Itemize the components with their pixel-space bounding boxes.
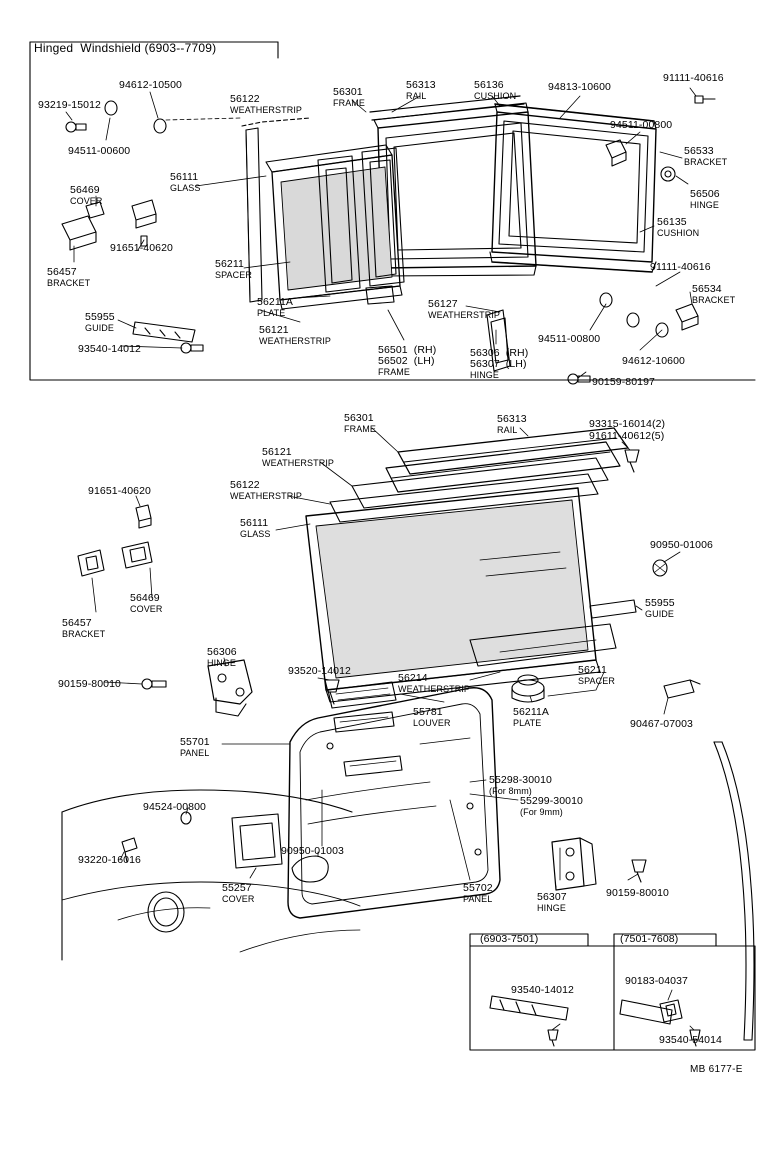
callout-94612-10500: 94612-10500 [119,79,182,91]
callout-90950-01003: 90950-01003 [281,845,344,857]
callout-56306-mid: 56306 HINGE [207,646,237,668]
callout-56469-mid: 56469 COVER [130,592,163,614]
callout-93540-14012-top: 93540-14012 [78,343,141,355]
callout-55701: 55701 PANEL [180,736,210,758]
callout-91111-40616-top: 91111-40616 [663,72,724,84]
callout-56122-top: 56122 WEATHERSTRIP [230,93,303,115]
callout-56501-rh: 56501 (RH) [378,344,437,356]
callout-56135: 56135 CUSHION [657,216,700,238]
callout-91651-40620-top: 91651-40620 [110,242,173,254]
callout-93315-16014: 93315-16014(2) [589,418,666,430]
callout-55257: 55257 COVER [222,882,255,904]
callout-93520-14012: 93520-14012 [288,665,351,677]
callout-90159-80010-bottom: 90159-80010 [606,887,669,899]
sub-panel-caption-2: (7501-7608) [620,933,679,945]
callout-94813-10600: 94813-10600 [548,81,611,93]
callout-56121-top: 56121 WEATHERSTRIP [259,324,332,346]
callout-56313-mid: 56313 RAIL [497,413,527,435]
callout-56502-lh: 56502 (LH) FRAME [378,355,435,377]
callout-56211A-top: 56211A PLATE [257,296,294,318]
callout-56127: 56127 WEATHERSTRIP [428,298,501,320]
callout-56457-mid: 56457 BRACKET [62,617,106,639]
callout-55702: 55702 PANEL [463,882,493,904]
callout-56211-mid: 56211 SPACER [578,664,615,686]
diagram-title: Hinged Windshield (6903--7709) [34,41,217,55]
callout-55299-30010: 55299-30010 (For 9mm) [520,795,583,817]
callout-56506: 56506 HINGE [690,188,720,210]
callout-56533: 56533 BRACKET [684,145,728,167]
callout-91111-40616-mid: 91111-40616 [650,261,711,273]
callout-94524-00800: 94524-00800 [143,801,206,813]
callout-55781: 55781 LOUVER [413,706,451,728]
callout-90159-80010-mid: 90159-80010 [58,678,121,690]
callout-56214: 56214 WEATHERSTRIP [398,672,471,694]
callout-56469-top: 56469 COVER [70,184,103,206]
callout-91611-40612: 91611-40612(5) [589,430,665,442]
callout-90159-80197: 90159-80197 [592,376,655,388]
callout-94511-00800-mid: 94511-00800 [538,333,601,345]
callout-55955-top: 55955 GUIDE [85,311,115,333]
callout-93540-54014: 93540-54014 [659,1034,722,1046]
callout-91651-40620-mid: 91651-40620 [88,485,151,497]
callout-56301-mid: 56301 FRAME [344,412,376,434]
callout-55955-mid: 55955 GUIDE [645,597,675,619]
callout-93219-15012: 93219-15012 [38,99,101,111]
callout-56301-top: 56301 FRAME [333,86,365,108]
sub-panel-caption-1: (6903-7501) [480,933,539,945]
callout-90183-04037: 90183-04037 [625,975,688,987]
callout-56307-bottom: 56307 HINGE [537,891,567,913]
callout-56136: 56136 CUSHION [474,79,517,101]
callout-55298-30010: 55298-30010 (For 8mm) [489,774,552,796]
callout-56534: 56534 BRACKET [692,283,736,305]
callout-56121-mid: 56121 WEATHERSTRIP [262,446,335,468]
callout-56307-lh: 56307 (LH) HINGE [470,358,527,380]
callout-56111-mid: 56111 GLASS [240,517,271,539]
callout-94511-00600: 94511-00600 [68,145,131,157]
callout-56306-rh: 56306 (RH) [470,347,529,359]
callout-90467-07003: 90467-07003 [630,718,693,730]
callout-56211A-mid: 56211A PLATE [513,706,550,728]
callout-93220-16016: 93220-16016 [78,854,141,866]
callout-93540-14012-sub: 93540-14012 [511,984,574,996]
callout-56211-top: 56211 SPACER [215,258,252,280]
callout-56122-mid: 56122 WEATHERSTRIP [230,479,303,501]
sheet-code: MB 6177-E [690,1064,743,1075]
callout-56313-top: 56313 RAIL [406,79,436,101]
callout-94511-00800-top: 94511-00800 [610,119,673,131]
callout-56457-top: 56457 BRACKET [47,266,91,288]
callout-90950-01006: 90950-01006 [650,539,713,551]
callout-56111-top: 56111 GLASS [170,171,201,193]
callout-94612-10600: 94612-10600 [622,355,685,367]
